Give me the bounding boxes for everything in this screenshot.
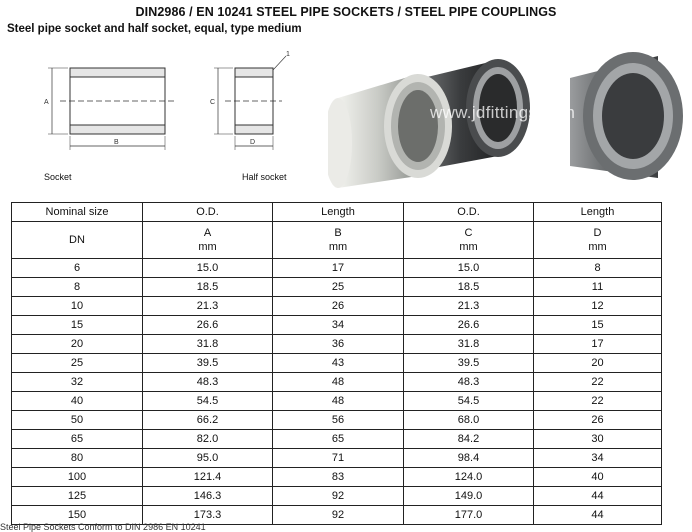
table-cell: 177.0 [404, 506, 534, 525]
table-row [12, 316, 662, 335]
header-symbol: C [464, 227, 473, 239]
table-cell: 150 [12, 506, 143, 525]
table-cell: 146.3 [143, 487, 273, 506]
table-cell: 34 [534, 449, 662, 468]
header-row-1 [12, 203, 662, 222]
dimension-label-c: C [210, 99, 216, 106]
dimension-label-b: B [114, 139, 119, 146]
table-cell: 50 [12, 411, 143, 430]
header-symbol: B [334, 227, 342, 239]
dimension-label-a: A [44, 99, 49, 106]
table-row [12, 487, 662, 506]
table-cell: 22 [534, 373, 662, 392]
table-cell: 18.5 [404, 278, 534, 297]
table-cell: 34 [273, 316, 404, 335]
table-cell: 39.5 [143, 354, 273, 373]
table-cell: 48.3 [143, 373, 273, 392]
table-cell: 6 [12, 259, 143, 278]
table-cell: 121.4 [143, 468, 273, 487]
table-cell: 68.0 [404, 411, 534, 430]
table-cell: 22 [534, 392, 662, 411]
dimension-label-d: D [250, 139, 256, 146]
table-row [12, 430, 662, 449]
table-cell: 40 [534, 468, 662, 487]
table-row [12, 278, 662, 297]
header-cell [143, 222, 273, 259]
table-cell: 17 [534, 335, 662, 354]
table-cell: 25 [273, 278, 404, 297]
technical-drawing [30, 48, 320, 188]
table-cell: 173.3 [143, 506, 273, 525]
table-cell: 44 [534, 506, 662, 525]
table-cell: 54.5 [404, 392, 534, 411]
table-cell: 21.3 [404, 297, 534, 316]
table-cell: 100 [12, 468, 143, 487]
table-cell: 71 [273, 449, 404, 468]
table-cell: 12 [534, 297, 662, 316]
table-cell: 66.2 [143, 411, 273, 430]
table-cell: 15.0 [143, 259, 273, 278]
table-cell: 54.5 [143, 392, 273, 411]
header-unit: mm [459, 241, 478, 253]
table-cell: 17 [273, 259, 404, 278]
table-row [12, 373, 662, 392]
header-unit: mm [198, 241, 217, 253]
header-cell: Length [273, 203, 404, 222]
callout-label: 1 [286, 51, 290, 58]
table-cell: 15 [12, 316, 143, 335]
table-cell: 65 [273, 430, 404, 449]
header-unit: mm [588, 241, 607, 253]
table-row [12, 297, 662, 316]
spec-table [11, 202, 662, 525]
page-title: DIN2986 / EN 10241 STEEL PIPE SOCKETS / STEEL PIPE COUPLINGS [135, 5, 557, 19]
table-cell: 20 [534, 354, 662, 373]
table-cell: 83 [273, 468, 404, 487]
header-cell [404, 222, 534, 259]
footer-note: Steel Pipe Sockets Conform to DIN 2986 EN 10241 [0, 522, 206, 532]
table-cell: 48.3 [404, 373, 534, 392]
header-symbol: DN [69, 234, 85, 246]
table-cell: 149.0 [404, 487, 534, 506]
table-cell: 124.0 [404, 468, 534, 487]
half-socket-caption: Half socket [242, 172, 287, 182]
table-row [12, 259, 662, 278]
table-cell: 8 [12, 278, 143, 297]
header-cell: O.D. [143, 203, 273, 222]
table-cell: 32 [12, 373, 143, 392]
header-cell: Length [534, 203, 662, 222]
table-cell: 21.3 [143, 297, 273, 316]
socket-caption: Socket [44, 172, 72, 182]
table-cell: 20 [12, 335, 143, 354]
table-row [12, 468, 662, 487]
table-cell: 84.2 [404, 430, 534, 449]
table-cell: 92 [273, 506, 404, 525]
table-row [12, 335, 662, 354]
table-cell: 80 [12, 449, 143, 468]
socket-drawing [48, 68, 175, 150]
table-cell: 31.8 [143, 335, 273, 354]
table-cell: 98.4 [404, 449, 534, 468]
table-cell: 95.0 [143, 449, 273, 468]
header-cell [273, 222, 404, 259]
table-cell: 26.6 [404, 316, 534, 335]
table-cell: 26 [534, 411, 662, 430]
page-subtitle: Steel pipe socket and half socket, equal, type medium [7, 23, 302, 35]
table-cell: 48 [273, 373, 404, 392]
table-cell: 92 [273, 487, 404, 506]
table-cell: 56 [273, 411, 404, 430]
table-cell: 26 [273, 297, 404, 316]
table-cell: 15 [534, 316, 662, 335]
table-cell: 11 [534, 278, 662, 297]
header-symbol: A [203, 227, 212, 239]
table-cell: 18.5 [143, 278, 273, 297]
table-cell: 65 [12, 430, 143, 449]
table-cell: 36 [273, 335, 404, 354]
table-row [12, 392, 662, 411]
table-cell: 26.6 [143, 316, 273, 335]
table-row [12, 354, 662, 373]
header-cell: O.D. [404, 203, 534, 222]
header-row-2 [12, 222, 662, 259]
table-cell: 8 [534, 259, 662, 278]
half-socket-drawing [214, 56, 286, 150]
table-cell: 44 [534, 487, 662, 506]
table-cell: 82.0 [143, 430, 273, 449]
table-cell: 125 [12, 487, 143, 506]
header-cell [534, 222, 662, 259]
table-cell: 39.5 [404, 354, 534, 373]
header-cell: Nominal size [12, 203, 143, 222]
table-cell: 31.8 [404, 335, 534, 354]
header-symbol: D [593, 227, 602, 239]
table-row [12, 411, 662, 430]
table-cell: 43 [273, 354, 404, 373]
table-cell: 30 [534, 430, 662, 449]
table-row [12, 449, 662, 468]
table-cell: 10 [12, 297, 143, 316]
header-unit: mm [328, 241, 348, 253]
table-cell: 40 [12, 392, 143, 411]
table-cell: 25 [12, 354, 143, 373]
table-cell: 15.0 [404, 259, 534, 278]
header-cell [12, 222, 143, 259]
watermark: www.jdfittings.com [430, 103, 576, 122]
table-cell: 48 [273, 392, 404, 411]
